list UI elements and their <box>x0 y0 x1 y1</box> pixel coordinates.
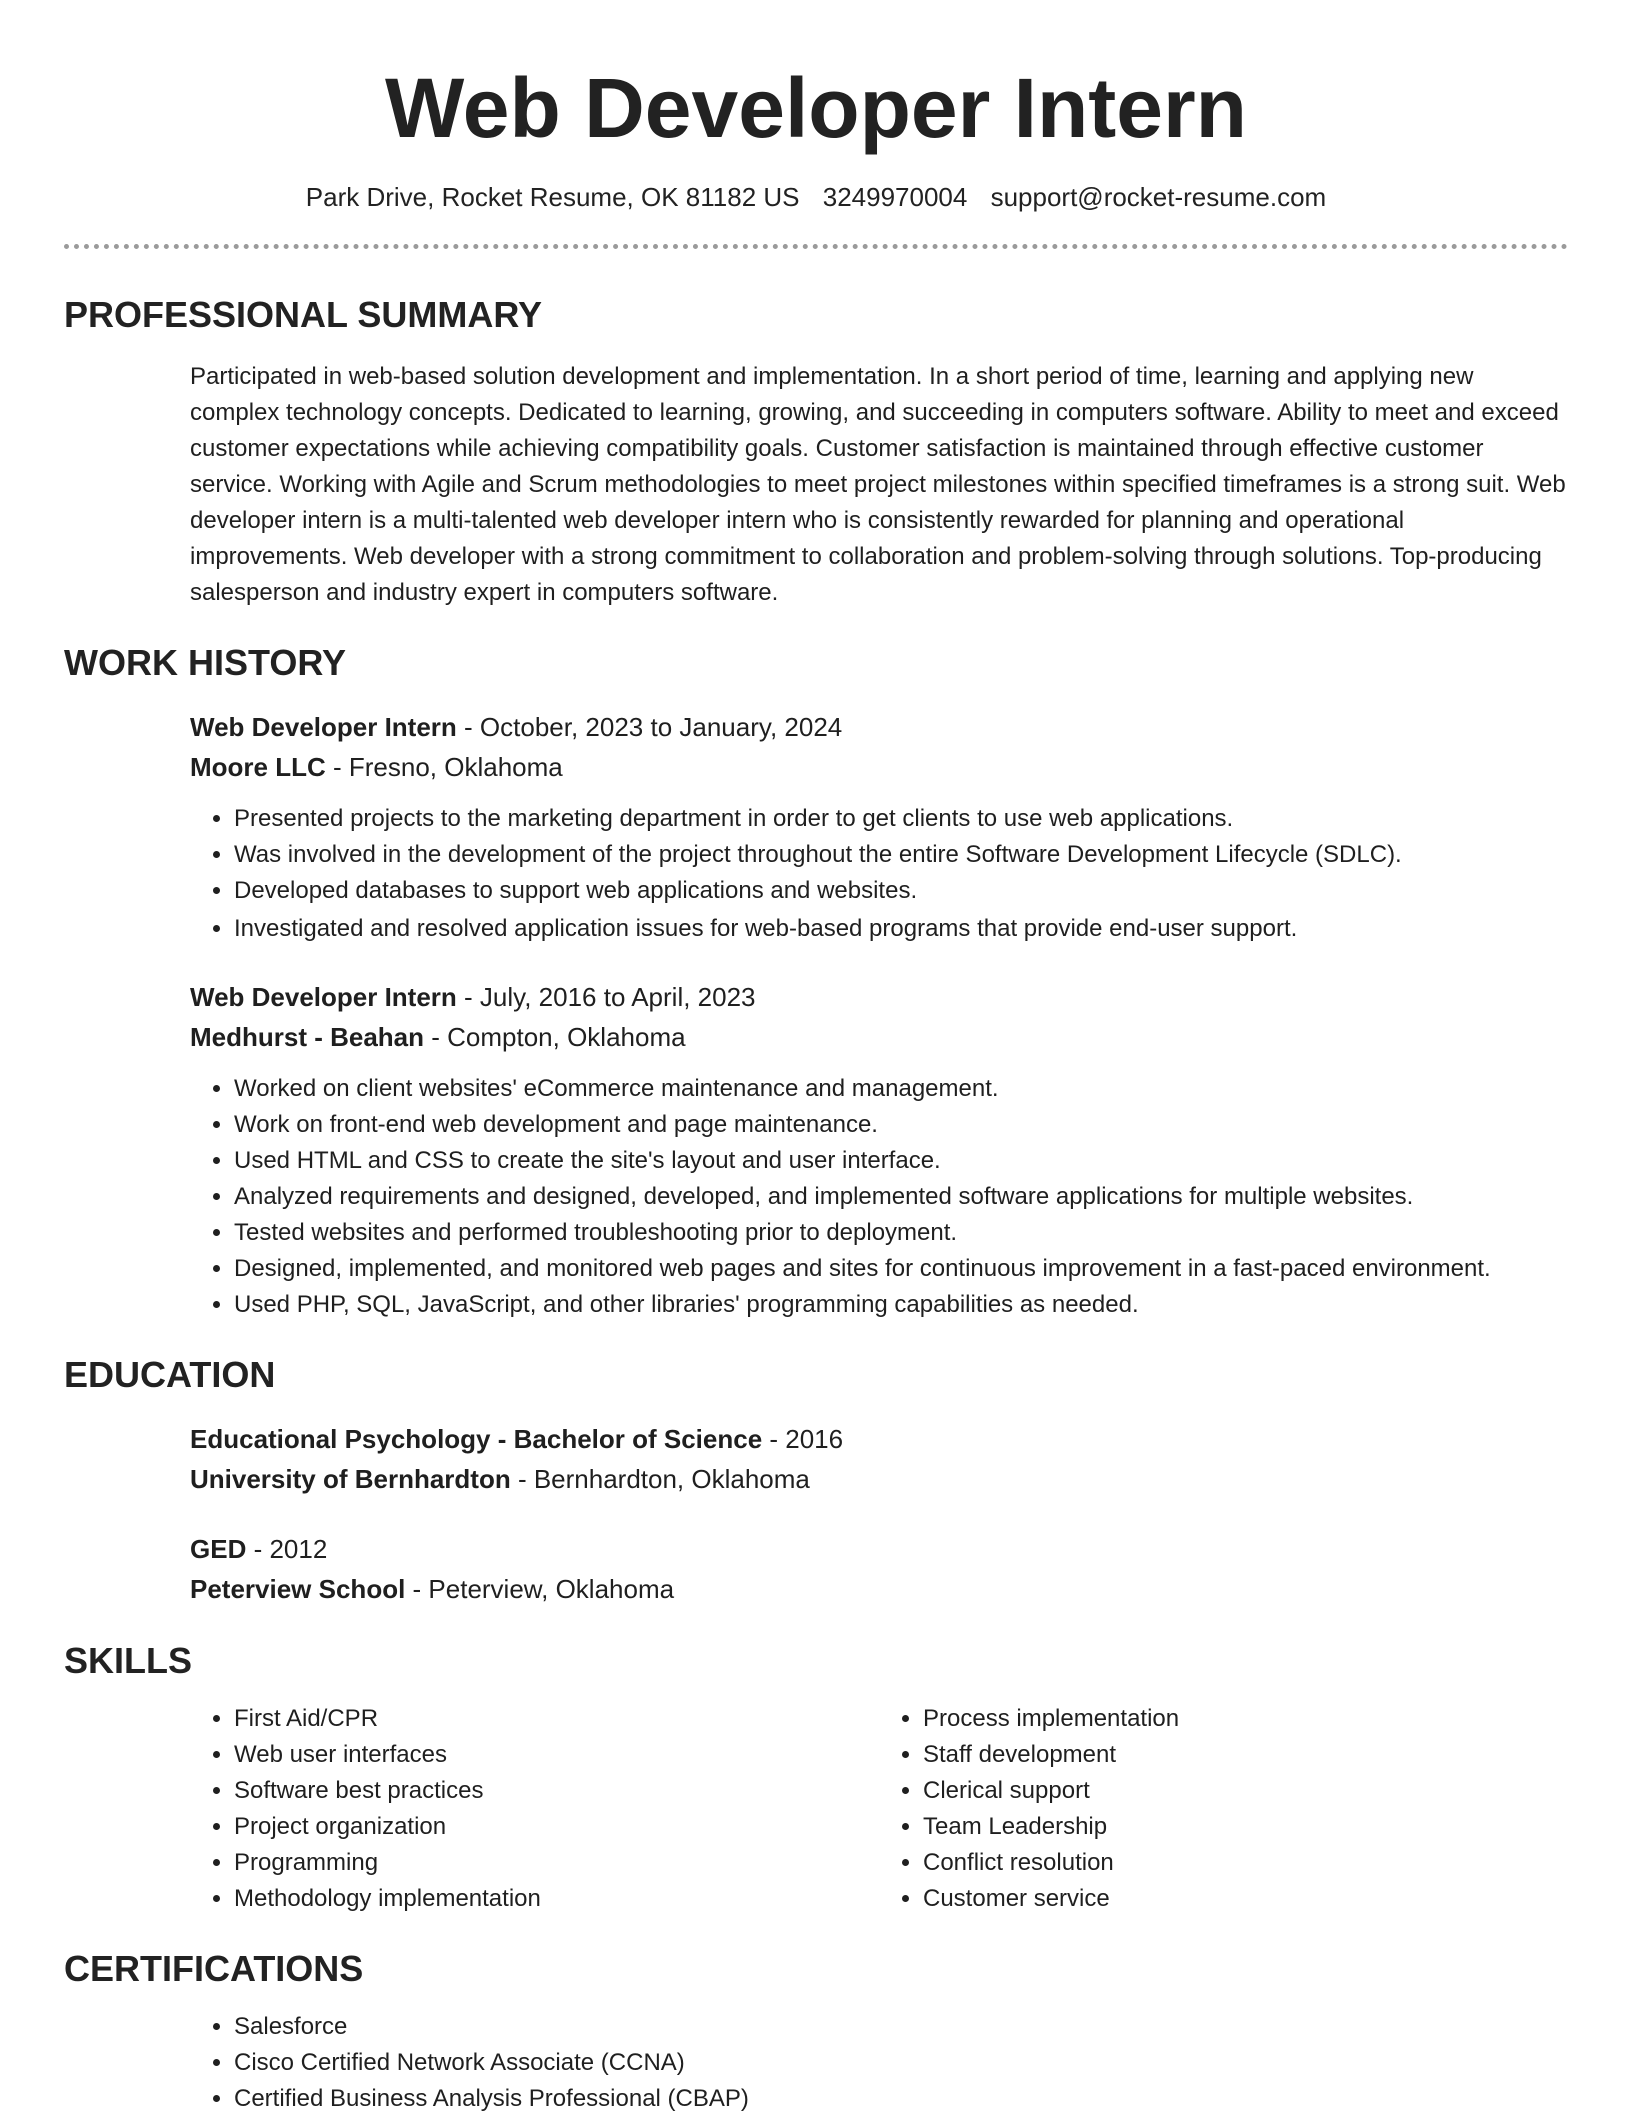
job-company: Moore LLC <box>190 752 326 782</box>
skill-item: • Software best practices <box>234 1773 879 1809</box>
education-year: - 2016 <box>762 1424 844 1454</box>
summary-heading: PROFESSIONAL SUMMARY <box>64 294 543 335</box>
job-dates: - October, 2023 to January, 2024 <box>456 712 843 742</box>
education-entry <box>190 1529 1568 1609</box>
education-heading: EDUCATION <box>64 1354 276 1395</box>
education-degree: GED <box>190 1534 247 1564</box>
contact-phone: 3249970004 <box>822 182 968 212</box>
skill-item: • Customer service <box>923 1881 1568 1917</box>
resume-name-title: Web Developer Intern <box>385 61 1247 155</box>
job-bullet: • Analyzed requirements and designed, developed, and implemented software applications for multiple websites. <box>234 1179 1568 1215</box>
skills-grid <box>190 1701 1568 1917</box>
job-title: Web Developer Intern <box>190 712 457 742</box>
job-bullet: • Work on front-end web development and page maintenance. <box>234 1107 1568 1143</box>
education-location: - Bernhardton, Oklahoma <box>510 1464 810 1494</box>
education-school: Peterview School <box>190 1574 406 1604</box>
job-entry <box>190 977 1568 1323</box>
contact-address: Park Drive, Rocket Resume, OK 81182 US <box>305 182 800 212</box>
skill-item: • Team Leadership <box>923 1809 1568 1845</box>
skill-item: • Conflict resolution <box>923 1845 1568 1881</box>
summary-section <box>64 293 1568 611</box>
education-degree-line <box>190 1529 1568 1569</box>
certifications-heading: CERTIFICATIONS <box>64 1948 364 1989</box>
contact-email: support@rocket-resume.com <box>990 182 1327 212</box>
certification-item: • Salesforce <box>234 2009 1568 2045</box>
education-entry <box>190 1419 1568 1499</box>
job-bullet: • Investigated and resolved application issues for web-based programs that provide end-user support. <box>234 911 1568 947</box>
education-school-line <box>190 1569 1568 1609</box>
skill-item: • Web user interfaces <box>234 1737 879 1773</box>
contact-line <box>64 180 1568 214</box>
job-company: Medhurst - Beahan <box>190 1022 425 1052</box>
skill-item: • Methodology implementation <box>234 1881 879 1917</box>
education-degree: Educational Psychology - Bachelor of Science <box>190 1424 763 1454</box>
job-company-line <box>190 747 1568 787</box>
work-history-section <box>64 641 1568 1323</box>
job-title-line <box>190 977 1568 1017</box>
job-title-line <box>190 707 1568 747</box>
skills-section <box>64 1639 1568 1917</box>
job-bullet: • Was involved in the development of the project throughout the entire Software Development Lifecycle (SDLC). <box>234 837 1568 873</box>
job-entry <box>190 707 1568 947</box>
certifications-list-wrap <box>190 2009 1568 2117</box>
skill-item: • Programming <box>234 1845 879 1881</box>
job-bullet: • Used HTML and CSS to create the site's layout and user interface. <box>234 1143 1568 1179</box>
certifications-list <box>190 2009 1568 2117</box>
job-bullet: • Designed, implemented, and monitored web pages and sites for continuous improvement in a fast-paced environment. <box>234 1251 1568 1287</box>
education-location: - Peterview, Oklahoma <box>405 1574 675 1604</box>
education-school: University of Bernhardton <box>190 1464 511 1494</box>
skill-item: • First Aid/CPR <box>234 1701 879 1737</box>
skill-item: • Process implementation <box>923 1701 1568 1737</box>
job-bullet: • Worked on client websites' eCommerce maintenance and management. <box>234 1071 1568 1107</box>
header-divider <box>64 244 1568 249</box>
job-dates: - July, 2016 to April, 2023 <box>456 982 756 1012</box>
job-bullet: • Used PHP, SQL, JavaScript, and other libraries' programming capabilities as needed. <box>234 1287 1568 1323</box>
certifications-section <box>64 1947 1568 2117</box>
job-bullet: • Presented projects to the marketing department in order to get clients to use web applications. <box>234 801 1568 837</box>
job-bullets <box>190 801 1568 947</box>
education-section <box>64 1353 1568 1609</box>
skills-heading: SKILLS <box>64 1640 193 1681</box>
job-location: - Fresno, Oklahoma <box>325 752 563 782</box>
job-company-line <box>190 1017 1568 1057</box>
certification-item: • Certified Business Analysis Professional (CBAP) <box>234 2081 1568 2117</box>
job-bullet: • Tested websites and performed troubleshooting prior to deployment. <box>234 1215 1568 1251</box>
skill-item: • Clerical support <box>923 1773 1568 1809</box>
job-bullets <box>190 1071 1568 1323</box>
certification-item: • Cisco Certified Network Associate (CCNA) <box>234 2045 1568 2081</box>
summary-text: Participated in web-based solution development and implementation. In a short period of time, learning and applying new complex technology concepts. Dedicated to learning, growing, and succeeding in computers software. Ability to meet and exceed customer expectations while achieving compatibility goals. Customer satisfaction is maintained through effective customer service. Working with Agile and Scrum methodologies to meet project milestones within specified timeframes is a strong suit. Web developer intern is a multi-talented web developer intern who is consistently rewarded for planning and operational improvements. Web developer with a strong commitment to collaboration and problem-solving through solutions. Top-producing salesperson and industry expert in computers software. <box>190 363 1566 606</box>
skills-list-left <box>190 1701 879 1917</box>
job-bullet: • Developed databases to support web applications and websites. <box>234 873 1568 909</box>
work-history-heading: WORK HISTORY <box>64 642 347 683</box>
job-title: Web Developer Intern <box>190 982 457 1012</box>
job-location: - Compton, Oklahoma <box>424 1022 686 1052</box>
education-degree-line <box>190 1419 1568 1459</box>
skill-item: • Staff development <box>923 1737 1568 1773</box>
education-year: - 2012 <box>246 1534 328 1564</box>
education-school-line <box>190 1459 1568 1499</box>
skill-item: • Project organization <box>234 1809 879 1845</box>
skills-list-right <box>879 1701 1568 1917</box>
